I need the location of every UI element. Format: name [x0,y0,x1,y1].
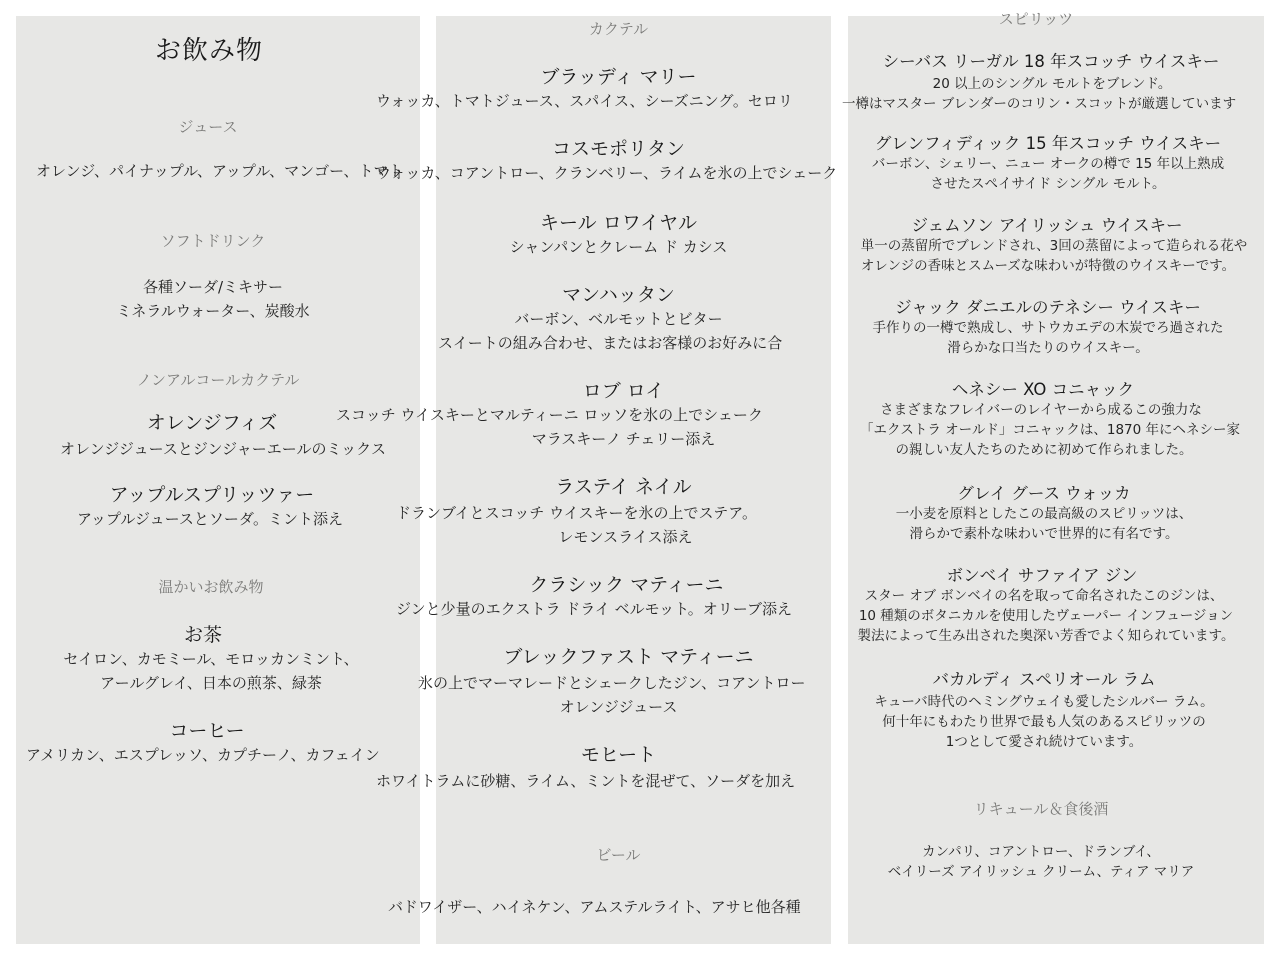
mojito-desc: ホワイトラムに砂糖、ライム、ミントを混ぜて、ソーダを加え [376,772,796,790]
glenfiddich-line1: バーボン、シェリー、ニュー オークの樽で 15 年以上熟成 [871,156,1225,172]
hennessy-line3: の親しい友人たちのために初めて作られました。 [895,442,1193,458]
bacardi-line2: 何十年にもわたり世界で最も人気のあるスピリッツの [882,714,1206,730]
bombay-line2: 10 種類のボタニカルを使用したヴェーパー インフュージョン [858,608,1234,624]
bloody-mary-title: ブラッディ マリー [540,66,697,88]
rusty-nail-line1: ドランブイとスコッチ ウイスキーを氷の上でステア。 [396,504,758,522]
menu-page-cocktails [336,16,838,944]
bacardi-title: バカルディ スペリオール ラム [932,670,1156,689]
page-title: お飲み物 [154,36,263,66]
rob-roy-line2: マラスキーノ チェリー添え [531,430,716,448]
rob-roy-line1: スコッチ ウイスキーとマルティーニ ロッソを氷の上でシェーク [336,406,763,424]
section-liqueur: リキュール＆食後酒 [973,800,1109,818]
glenfiddich-line2: させたスペイサイド シングル モルト。 [930,176,1166,192]
hennessy-line2: 「エクストラ オールド」コニャックは、1870 年にヘネシー家 [859,422,1241,438]
breakfast-martini-line1: 氷の上でマーマレードとシェークしたジン、コアントロー [418,674,806,692]
jack-daniels-title: ジャック ダニエルのテネシー ウイスキー [895,298,1201,317]
section-hot-drinks: 温かいお飲み物 [158,578,264,596]
rob-roy-title: ロブ ロイ [582,380,665,402]
hennessy-title: ヘネシー XO コニャック [951,380,1135,399]
liqueur-line2: ベイリーズ アイリッシュ クリーム、ティア マリア [887,864,1195,880]
bombay-line1: スター オブ ボンベイの名を取って命名されたこのジンは、 [864,588,1224,604]
jack-daniels-line1: 手作りの一樽で熟成し、サトウカエデの木炭でろ過された [872,320,1224,336]
cosmopolitan-title: コスモポリタン [551,138,685,160]
section-juice: ジュース [178,118,238,136]
juice-items: オレンジ、パイナップル、アップル、マンゴー、トマト [36,162,404,180]
grey-goose-line1: 一小麦を原料としたこの最高級のスピリッツは、 [895,506,1193,522]
menu-page-spirits [842,10,1264,944]
coffee-desc: アメリカン、エスプレッソ、カプチーノ、カフェイン [26,746,380,764]
bombay-line3: 製法によって生み出された奥深い芳香でよく知られています。 [857,628,1235,644]
beer-desc: バドワイザー、ハイネケン、アムステルライト、アサヒ他各種 [388,898,801,916]
grey-goose-title: グレイ グース ウォッカ [957,484,1131,503]
cosmopolitan-desc: ウォッカ、コアントロー、クランベリー、ライムを氷の上でシェーク [376,164,838,182]
orange-fizz-title: オレンジフィズ [146,412,278,434]
coffee-title: コーヒー [169,720,245,742]
manhattan-title: マンハッタン [562,284,675,306]
chivas-line2: 一樽はマスター ブレンダーのコリン・スコットが厳選しています [842,96,1237,112]
kir-royal-title: キール ロワイヤル [540,212,697,234]
section-cocktails: カクテル [588,20,649,38]
kir-royal-desc: シャンパンとクレーム ド カシス [509,238,728,256]
tea-line2: アールグレイ、日本の煎茶、緑茶 [100,674,322,692]
menu-page-drinks [16,16,420,944]
jameson-title: ジェムソン アイリッシュ ウイスキー [911,216,1183,235]
bloody-mary-desc: ウォッカ、トマトジュース、スパイス、シーズニング。セロリ [376,92,793,110]
grey-goose-line2: 滑らかで素朴な味わいで世界的に有名です。 [909,526,1179,542]
section-soft-drinks: ソフトドリンク [160,232,266,250]
breakfast-martini-title: ブレックファスト マティーニ [503,646,754,668]
breakfast-martini-line2: オレンジジュース [559,698,678,716]
classic-martini-title: クラシック マティーニ [529,574,724,596]
manhattan-line2: スイートの組み合わせ、またはお客様のお好みに合 [438,334,783,352]
section-beer: ビール [596,846,641,864]
liqueur-line1: カンパリ、コアントロー、ドランブイ、 [922,844,1160,860]
tea-line1: セイロン、カモミール、モロッカンミント、 [63,650,359,668]
bacardi-line1: キューバ時代のヘミングウェイも愛したシルバー ラム。 [874,694,1214,710]
jameson-line1: 単一の蒸留所でブレンドされ、3回の蒸留によって造られる花や [860,238,1248,254]
jameson-line2: オレンジの香味とスムーズな味わいが特徴のウイスキーです。 [860,258,1236,274]
chivas-line1: 20 以上のシングル モルトをブレンド。 [932,76,1172,92]
manhattan-line1: バーボン、ベルモットとビター [514,310,723,328]
orange-fizz-desc: オレンジジュースとジンジャーエールのミックス [60,440,387,458]
classic-martini-desc: ジンと少量のエクストラ ドライ ベルモット。オリーブ添え [396,600,793,618]
rusty-nail-line2: レモンスライス添え [558,528,693,546]
bacardi-line3: 1つとして愛され続けています。 [945,734,1143,750]
hennessy-line1: さまざまなフレイバーのレイヤーから成るこの強力な [880,402,1202,418]
tea-title: お茶 [183,624,222,646]
rusty-nail-title: ラステイ ネイル [555,476,692,498]
mojito-title: モヒート [580,744,657,766]
section-spirits: スピリッツ [998,10,1074,28]
chivas-title: シーバス リーガル 18 年スコッチ ウイスキー [882,52,1220,71]
section-nonalcoholic: ノンアルコールカクテル [136,371,300,389]
glenfiddich-title: グレンフィディック 15 年スコッチ ウイスキー [874,134,1222,153]
soft-drinks-line1: 各種ソーダ/ミキサー [142,278,284,296]
apple-spritzer-title: アップルスプリッツァー [109,484,315,506]
jack-daniels-line2: 滑らかな口当たりのウイスキー。 [947,340,1149,356]
bombay-title: ボンベイ サファイア ジン [946,566,1138,585]
apple-spritzer-desc: アップルジュースとソーダ。ミント添え [76,510,344,528]
soft-drinks-line2: ミネラルウォーター、炭酸水 [116,302,310,320]
